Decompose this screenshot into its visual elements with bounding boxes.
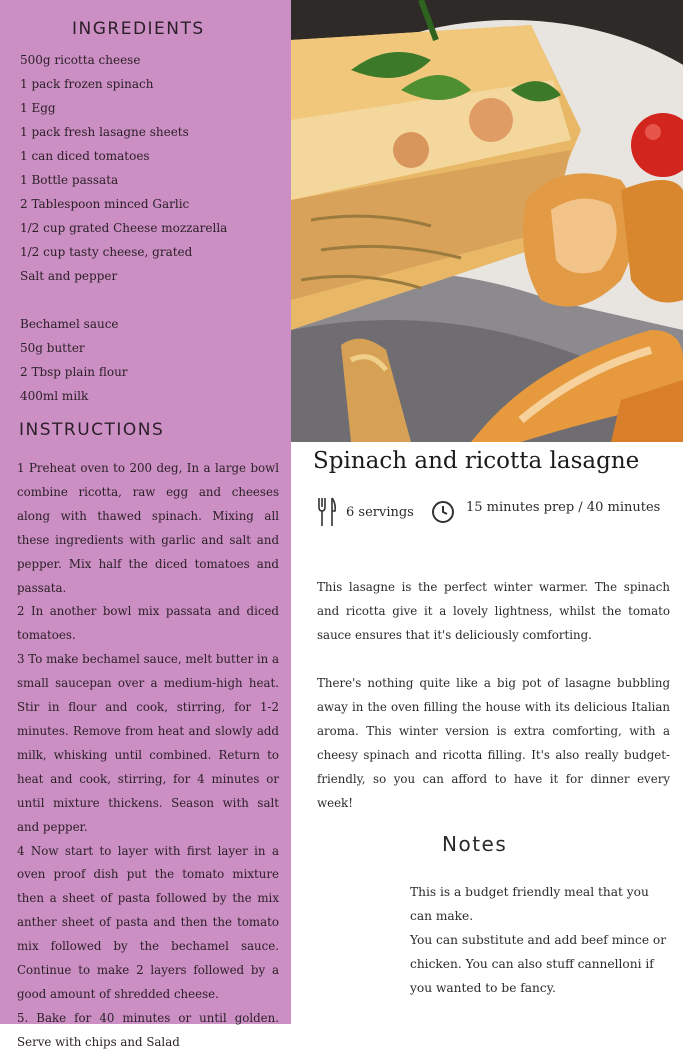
instruction-step: 1 Preheat oven to 200 deg, In a large bowl combine ricotta, raw egg and cheeses along with thawed spinach. Mixing all these ingredients with garlic and salt and pepper. Mix half the diced tomatoes and passata. xyxy=(17,461,279,595)
ingredient-item: 50g butter xyxy=(20,341,85,355)
ingredients-heading: INGREDIENTS xyxy=(72,19,205,39)
note-line: You can substitute and add beef mince or chicken. You can also stuff cannelloni if you wanted to be fancy. xyxy=(410,933,667,995)
ingredient-item: 2 Tbsp plain flour xyxy=(20,365,128,379)
instruction-step: 4 Now start to layer with first layer in a oven proof dish put the tomato mixture then a sheet of pasta followed by the mix anther sheet of pasta and then the tomato mix followed by the bechamel sauce. Continue to make 2 layers followed by a good amount of shredded cheese. xyxy=(17,843,279,1001)
instruction-step: 5. Bake for 40 minutes or until golden. Serve with chips and Salad xyxy=(17,1010,279,1049)
fork-knife-icon xyxy=(317,497,337,527)
bechamel-heading: Bechamel sauce xyxy=(20,317,119,331)
recipe-title: Spinach and ricotta lasagne xyxy=(313,448,640,474)
instructions-list xyxy=(17,457,279,1055)
notes-heading: Notes xyxy=(442,832,508,856)
lasagne-photo xyxy=(291,0,683,442)
ingredient-item: 1/2 cup tasty cheese, grated xyxy=(20,245,193,259)
ingredient-item: 1 can diced tomatoes xyxy=(20,149,150,163)
ingredient-item: Salt and pepper xyxy=(20,269,118,283)
ingredient-item: 2 Tablespoon minced Garlic xyxy=(20,197,190,211)
ingredient-item: 1 pack fresh lasagne sheets xyxy=(20,125,189,139)
intro-paragraph: There's nothing quite like a big pot of lasagne bubbling away in the oven filling the house with its delicious Italian aroma. This winter version is extra comforting, with a cheesy spinach and ricotta filling. It's also really budget-friendly, so you can afford to have it for dinner every week! xyxy=(317,676,670,810)
servings-text: 6 servings xyxy=(346,505,414,520)
clock-icon xyxy=(431,500,455,524)
time-text: 15 minutes prep / 40 minutes xyxy=(466,500,661,515)
ingredients-list xyxy=(20,48,227,408)
instruction-step: 2 In another bowl mix passata and diced tomatoes. xyxy=(17,604,279,643)
ingredient-item: 1 Egg xyxy=(20,101,56,115)
list-spacer xyxy=(20,288,227,312)
ingredient-item: 400ml milk xyxy=(20,389,89,403)
lasagne-photo-illustration xyxy=(291,0,683,442)
ingredients-sidebar xyxy=(0,0,291,1049)
note-line: This is a budget friendly meal that you can make. xyxy=(410,885,649,923)
instructions-heading: INSTRUCTIONS xyxy=(19,420,165,440)
ingredient-item: 1 pack frozen spinach xyxy=(20,77,154,91)
ingredient-item: 1/2 cup grated Cheese mozzarella xyxy=(20,221,228,235)
ingredient-item: 1 Bottle passata xyxy=(20,173,119,187)
instruction-step: 3 To make bechamel sauce, melt butter in a small saucepan over a medium-high heat. Stir in flour and cook, stirring, for 1-2 minutes. Remove from heat and slowly add milk, whisking until combined. Return to heat and cook, stirring, for 4 minutes or until mixture thickens. Season with salt and pepper. xyxy=(17,652,279,834)
ingredient-item: 500g ricotta cheese xyxy=(20,53,141,67)
intro-paragraph: This lasagne is the perfect winter warmer. The spinach and ricotta give it a lovely lightness, whilst the tomato sauce ensures that it's deliciously comforting. xyxy=(317,580,670,642)
notes-body xyxy=(410,880,672,1000)
